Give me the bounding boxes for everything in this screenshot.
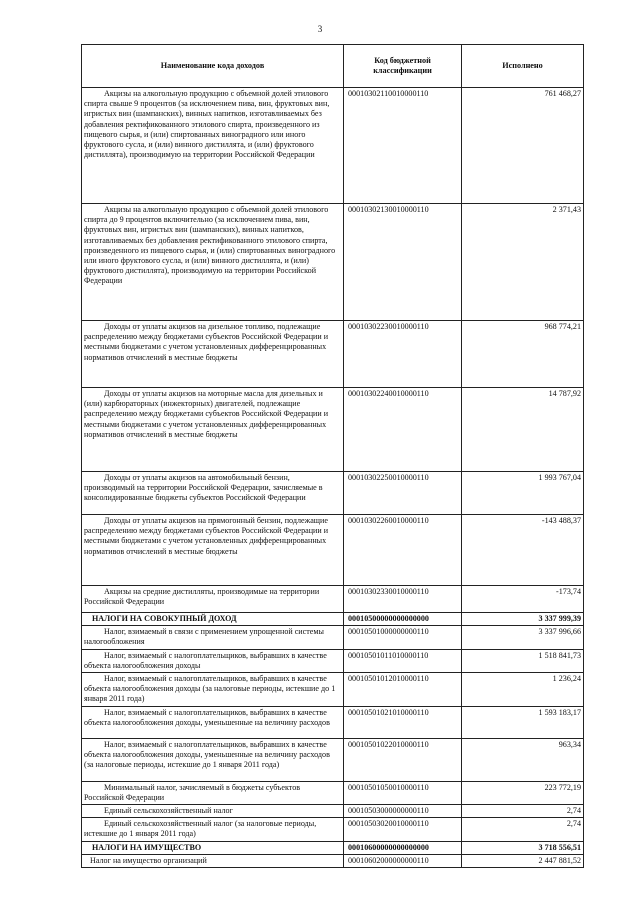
header-code: Код бюджетной классификации: [344, 45, 462, 88]
row-amount: 223 772,19: [462, 781, 584, 804]
row-name: [82, 818, 344, 841]
table-row: [82, 841, 584, 854]
header-amount: Исполнено: [462, 45, 584, 88]
row-amount: 1 236,24: [462, 673, 584, 707]
table-row: [82, 854, 584, 867]
table-row: [82, 515, 584, 586]
table-header-row: [82, 45, 584, 88]
row-name-text: Доходы от уплаты акцизов на моторные масла для дизельных и (или) карбюраторных (инжекторных) двигателей, подлежащие распределению между бюджетами субъектов Российской Федерации и местными бюджетами с учетом установленных дифференцированных нормативов отчислений в местные бюджеты: [84, 389, 329, 439]
row-amount: 2,74: [462, 805, 584, 818]
table-row: [82, 781, 584, 804]
row-code: 00010302110010000110: [344, 88, 462, 204]
row-name-text: Налог, взимаемый с налогоплательщиков, выбравших в качестве объекта налогообложения доходы (за налоговые периоды, истекшие до 1 января 2011 года): [84, 674, 336, 704]
row-code: 00010602000000000110: [344, 854, 462, 867]
row-name-text: Налог, взимаемый с налогоплательщиков, выбравших в качестве объекта налогообложения доходы: [84, 650, 327, 670]
row-amount: 2 371,43: [462, 204, 584, 321]
row-code: 00010501012010000110: [344, 673, 462, 707]
row-code: 00010302260010000110: [344, 515, 462, 586]
row-name: [82, 626, 344, 649]
row-amount: -173,74: [462, 586, 584, 613]
row-name-text: Налог, взимаемый с налогоплательщиков, выбравших в качестве объекта налогообложения доходы, уменьшенные на величину расходов (за налоговые периоды, истекшие до 1 января 2011 года): [84, 739, 330, 770]
row-amount: 1 993 767,04: [462, 472, 584, 515]
row-name-text: Налог, взимаемый с налогоплательщиков, выбравших в качестве объекта налогообложения доходы, уменьшенные на величину расходов: [84, 707, 330, 727]
row-amount: 1 593 183,17: [462, 706, 584, 738]
table-row: [82, 204, 584, 321]
table-row: [82, 613, 584, 626]
row-code: 00010503000000000110: [344, 805, 462, 818]
row-code: 00010501022010000110: [344, 738, 462, 781]
row-name: [82, 613, 344, 626]
row-name: [82, 586, 344, 613]
row-name-text: Налог, взимаемый в связи с применением упрощенной системы налогообложения: [84, 627, 324, 647]
row-code: 00010501011010000110: [344, 649, 462, 672]
row-amount: 3 337 996,66: [462, 626, 584, 649]
table-body: [82, 88, 584, 868]
row-code: 00010302250010000110: [344, 472, 462, 515]
header-name: Наименование кода доходов: [82, 45, 344, 88]
row-code: 00010302330010000110: [344, 586, 462, 613]
table-row: [82, 321, 584, 388]
row-name: [82, 88, 344, 204]
row-name-text: Минимальный налог, зачисляемый в бюджеты субъектов Российской Федерации: [84, 782, 301, 802]
row-code: 00010302240010000110: [344, 388, 462, 472]
row-name-text: Акцизы на алкогольную продукцию с объемной долей этилового спирта свыше 9 процентов (за исключением пива, вин, фруктовых вин, игристых вин (шампанских), винных напитков, изготавливаемых без добавления ректификованного этилового спирта, произведенного из пищевого сырья, и (или) спиртованных виноградного или иного фруктового сусла, и (или) винного дистиллята, и (или) фруктового дистиллята), производимую на территории Российской Федерации: [84, 89, 330, 160]
row-name-text: Налог на имущество организаций: [90, 855, 207, 865]
row-name: [82, 472, 344, 515]
table-row: [82, 706, 584, 738]
row-name: [82, 649, 344, 672]
page-number: 3: [317, 24, 323, 34]
row-name-text: Доходы от уплаты акцизов на дизельное топливо, подлежащие распределению между бюджетами субъектов Российской Федерации и местными бюджетами с учетом установленных дифференцированных нормативов отчислений в местные бюджеты: [84, 322, 329, 362]
table-row: [82, 626, 584, 649]
row-code: 00010302130010000110: [344, 204, 462, 321]
table-row: [82, 88, 584, 204]
row-amount: 2 447 881,52: [462, 854, 584, 867]
row-amount: 2,74: [462, 818, 584, 841]
row-name-text: НАЛОГИ НА СОВОКУПНЫЙ ДОХОД: [92, 614, 237, 623]
row-name: [82, 388, 344, 472]
row-code: 00010501050010000110: [344, 781, 462, 804]
row-amount: 3 718 556,51: [462, 841, 584, 854]
row-name: [82, 805, 344, 818]
row-name-text: Доходы от уплаты акцизов на автомобильный бензин, производимый на территории Российской Федерации, зачисляемые в консолидированные бюджеты субъектов Российской Федерации: [84, 473, 323, 503]
row-name-text: НАЛОГИ НА ИМУЩЕСТВО: [92, 842, 202, 852]
table-row: [82, 388, 584, 472]
row-name: [82, 515, 344, 586]
row-name-text: Единый сельскохозяйственный налог: [104, 806, 233, 816]
table-row: [82, 738, 584, 781]
row-code: 00010500000000000000: [344, 613, 462, 626]
row-name: [82, 841, 344, 854]
table-row: [82, 818, 584, 841]
row-code: 00010501021010000110: [344, 706, 462, 738]
row-code: 00010501000000000110: [344, 626, 462, 649]
row-name: [82, 204, 344, 321]
table-row: [82, 673, 584, 707]
row-name-text: Акцизы на средние дистилляты, производимые на территории Российской Федерации: [84, 587, 320, 607]
row-name: [82, 673, 344, 707]
row-amount: 963,34: [462, 738, 584, 781]
row-amount: 14 787,92: [462, 388, 584, 472]
row-name: [82, 706, 344, 738]
table-row: [82, 586, 584, 613]
row-amount: -143 488,37: [462, 515, 584, 586]
row-name-text: Акцизы на алкогольную продукцию с объемной долей этилового спирта до 9 процентов включительно (за исключением пива, вин, фруктовых вин, игристых вин (шампанских), винных напитков, изготавливаемых без добавления ректификованного этилового спирта, произведенного из пищевого сырья, и (или) спиртованных виноградного или иного фруктового сусла, и (или) винного дистиллята, и (или) фруктового дистиллята), производимую на территории Российской Федерации: [84, 205, 336, 286]
row-code: 00010600000000000000: [344, 841, 462, 854]
row-name: [82, 781, 344, 804]
row-name: [82, 854, 344, 867]
row-amount: 3 337 999,39: [462, 613, 584, 626]
row-amount: 1 518 841,73: [462, 649, 584, 672]
row-name-text: Единый сельскохозяйственный налог (за налоговые периоды, истекшие до 1 января 2011 года): [84, 819, 317, 839]
row-name-text: Доходы от уплаты акцизов на прямогонный бензин, подлежащие распределению между бюджетами субъектов Российской Федерации и местными бюджетами с учетом установленных дифференцированных нормативов отчислений в местные бюджеты: [84, 516, 329, 556]
row-code: 00010503020010000110: [344, 818, 462, 841]
row-name: [82, 738, 344, 781]
revenue-table: [81, 44, 584, 868]
row-code: 00010302230010000110: [344, 321, 462, 388]
row-name: [82, 321, 344, 388]
row-amount: 968 774,21: [462, 321, 584, 388]
row-amount: 761 468,27: [462, 88, 584, 204]
table-row: [82, 805, 584, 818]
table-row: [82, 649, 584, 672]
table-row: [82, 472, 584, 515]
